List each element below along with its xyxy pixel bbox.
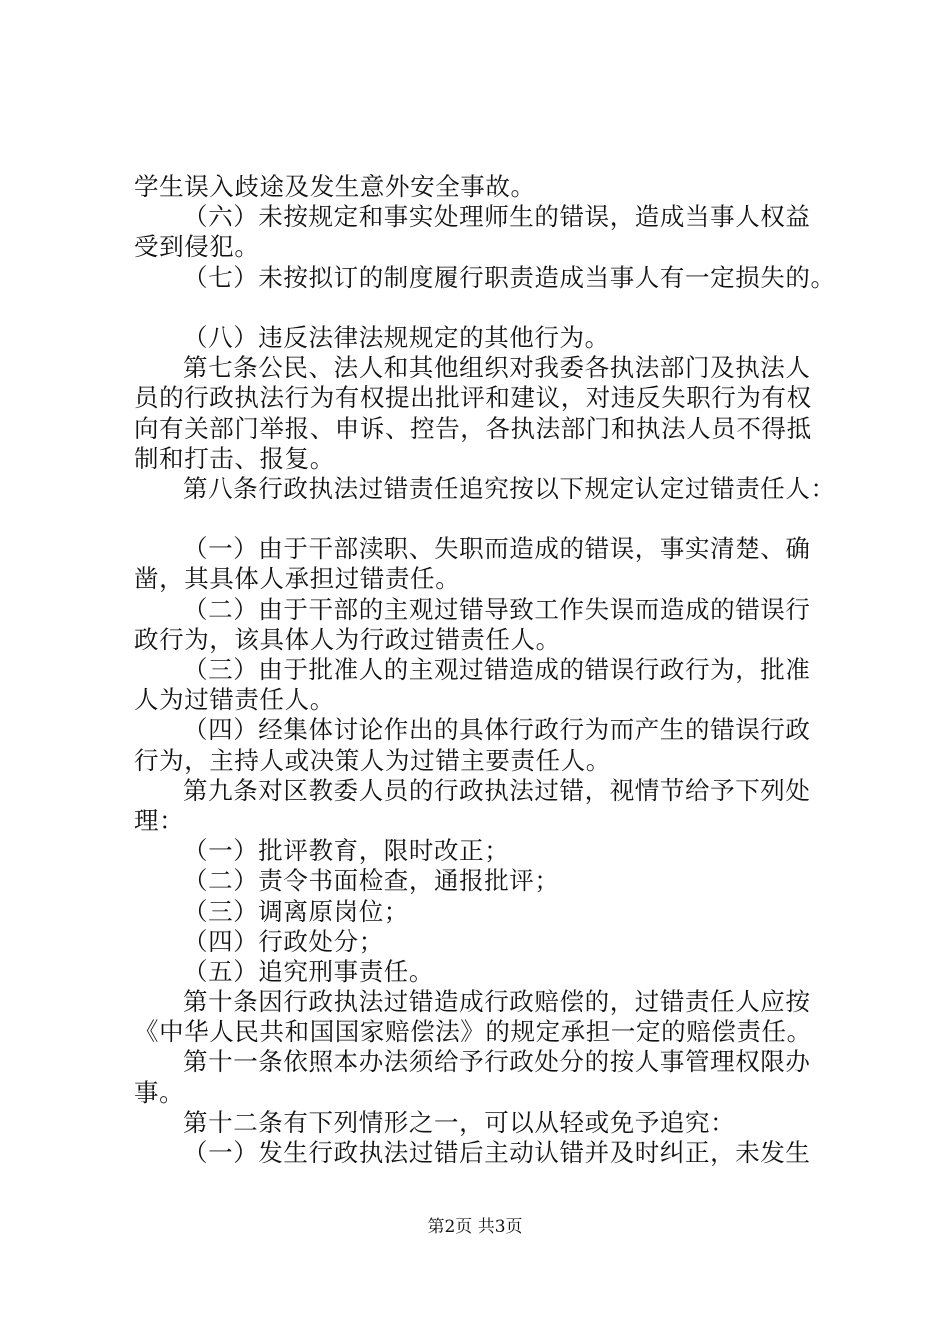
text-line: 学生误入歧途及发生意外安全事故。 bbox=[134, 172, 536, 201]
text-line: （三）由于批准人的主观过错造成的错误行政行为，批准 bbox=[183, 655, 811, 684]
text-line: 第八条行政执法过错责任追究按以下规定认定过错责任人： bbox=[183, 473, 836, 503]
text-line: （八）违反法律法规规定的其他行为。 bbox=[183, 322, 610, 352]
text-line: 事。 bbox=[134, 1077, 185, 1107]
text-line: 凿，其具体人承担过错责任。 bbox=[134, 564, 461, 594]
blank-line bbox=[134, 293, 854, 323]
page-number-label: 第2页 共3页 bbox=[427, 1217, 523, 1237]
text-line: （三）调离原岗位； bbox=[183, 896, 409, 926]
text-line: （七）未按拟订的制度履行职责造成当事人有一定损失的。 bbox=[183, 262, 836, 292]
text-line: 第十条因行政执法过错造成行政赔偿的，过错责任人应按 bbox=[183, 987, 811, 1017]
text-line: （二）由于干部的主观过错导致工作失误而造成的错误行 bbox=[183, 594, 811, 624]
text-line: 人为过错责任人。 bbox=[134, 685, 335, 715]
blank-line bbox=[134, 504, 854, 534]
text-line: 第十二条有下列情形之一，可以从轻或免予追究： bbox=[183, 1107, 736, 1137]
text-line: （四）行政处分； bbox=[183, 926, 384, 956]
text-line: （二）责令书面检查，通报批评； bbox=[183, 866, 560, 896]
text-line: （一）发生行政执法过错后主动认错并及时纠正，未发生 bbox=[183, 1138, 811, 1167]
text-line: 《中华人民共和国国家赔偿法》的规定承担一定的赔偿责任。 bbox=[134, 1017, 812, 1047]
text-line: （四）经集体讨论作出的具体行政行为而产生的错误行政 bbox=[183, 715, 811, 745]
document-body bbox=[134, 172, 854, 1168]
text-line: （六）未按规定和事实处理师生的错误，造成当事人权益 bbox=[183, 202, 811, 232]
page-footer bbox=[0, 1212, 950, 1237]
text-line: 受到侵犯。 bbox=[134, 232, 260, 262]
text-line: （一）由于干部渎职、失职而造成的错误，事实清楚、确 bbox=[183, 534, 811, 564]
text-line: 第九条对区教委人员的行政执法过错，视情节给予下列处 bbox=[183, 775, 811, 805]
text-line: 理： bbox=[134, 805, 185, 835]
text-line: 行为，主持人或决策人为过错主要责任人。 bbox=[134, 745, 611, 775]
text-line: 政行为，该具体人为行政过错责任人。 bbox=[134, 624, 561, 654]
text-line: 员的行政执法行为有权提出批评和建议，对违反失职行为有权 bbox=[134, 383, 812, 413]
text-line: 第十一条依照本办法须给予行政处分的按人事管理权限办 bbox=[183, 1047, 811, 1077]
text-line: 制和打击、报复。 bbox=[134, 443, 335, 473]
text-line: （五）追究刑事责任。 bbox=[183, 956, 434, 986]
text-line: 第七条公民、法人和其他组织对我委各执法部门及执法人 bbox=[183, 353, 811, 383]
text-line: （一）批评教育，限时改正； bbox=[183, 836, 510, 866]
text-line: 向有关部门举报、申诉、控告，各执法部门和执法人员不得抵 bbox=[134, 413, 812, 443]
